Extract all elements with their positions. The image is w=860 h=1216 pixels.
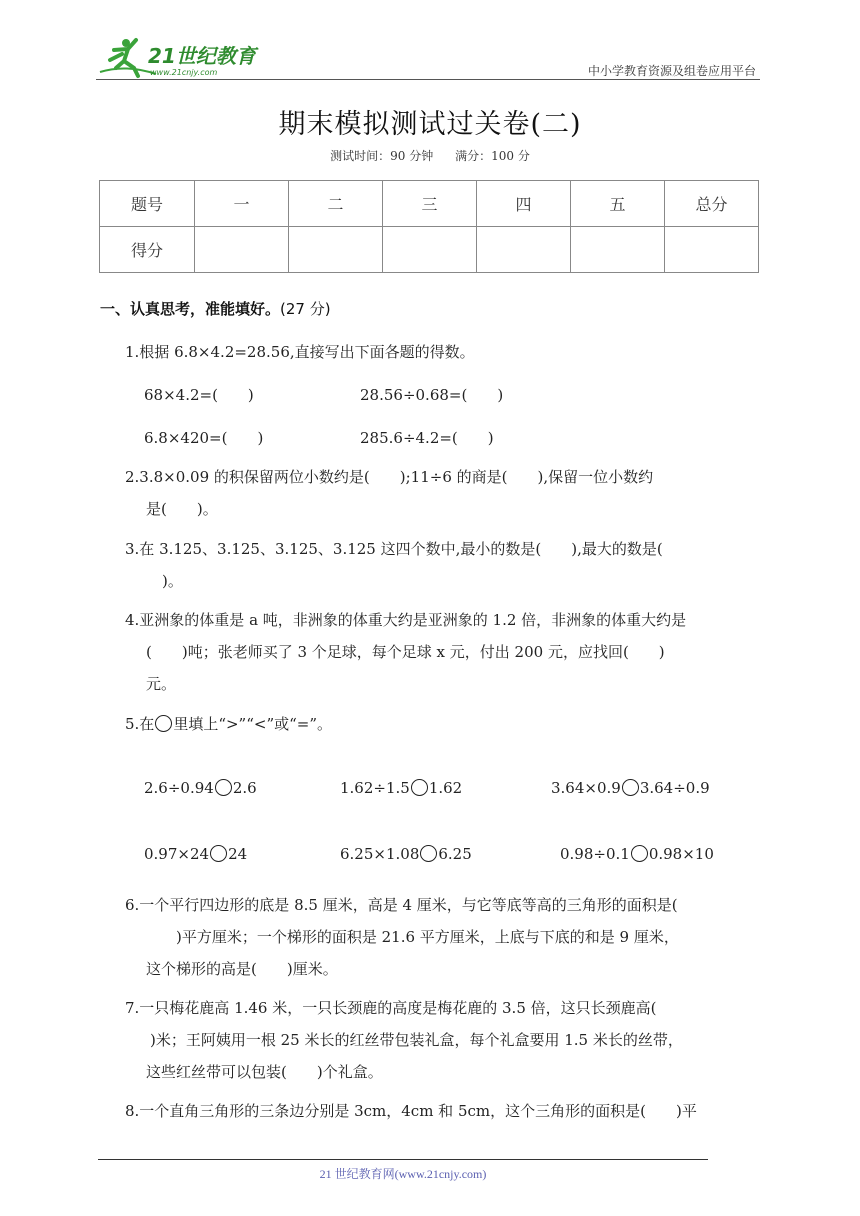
compare-right: 0.98×10 xyxy=(648,845,714,863)
compare-left: 2.6÷0.94 xyxy=(144,779,214,797)
question-1-stem: 1.根据 6.8×4.2=28.56,直接写出下面各题的得数。 xyxy=(125,343,475,361)
question-1a: 68×4.2=( ) xyxy=(144,386,254,404)
compare-item xyxy=(560,845,714,863)
question-7-line1: 7.一只梅花鹿高 1.46 米，一只长颈鹿的高度是梅花鹿的 3.5 倍，这只长颈鹿高( xyxy=(125,999,657,1017)
question-5-stem-a: 5.在 xyxy=(125,715,155,733)
page-title: 期末模拟测试过关卷(二) xyxy=(278,109,582,140)
compare-item xyxy=(340,845,472,863)
compare-item xyxy=(340,779,462,797)
question-7-line2: )米；王阿姨用一根 25 米长的红丝带包装礼盒，每个礼盒要用 1.5 米长的丝带， xyxy=(150,1031,683,1049)
score-input-cell[interactable] xyxy=(665,227,759,273)
score-input-cell[interactable] xyxy=(477,227,571,273)
footer-text: 21 世纪教育网(www.21cnjy.com) xyxy=(319,1167,487,1181)
question-3-line1: 3.在 3.125、3.125、3.125、3.125 这四个数中,最小的数是( ),最大的数是( xyxy=(125,540,663,558)
table-row xyxy=(100,181,759,227)
answer-circle[interactable] xyxy=(420,845,437,862)
table-cell: 五 xyxy=(571,181,665,227)
compare-right: 6.25 xyxy=(438,845,472,863)
table-row xyxy=(100,227,759,273)
score-input-cell[interactable] xyxy=(195,227,289,273)
answer-circle[interactable] xyxy=(210,845,227,862)
table-cell: 三 xyxy=(383,181,477,227)
answer-circle[interactable] xyxy=(622,779,639,796)
table-cell: 总分 xyxy=(665,181,759,227)
question-6-line1: 6.一个平行四边形的底是 8.5 厘米，高是 4 厘米，与它等底等高的三角形的面积是( xyxy=(125,896,678,914)
exam-full-score: 满分：100 分 xyxy=(455,149,530,163)
answer-circle[interactable] xyxy=(411,779,428,796)
question-5-stem-b: 里填上“>”“<”或“=”。 xyxy=(173,715,333,733)
compare-right: 2.6 xyxy=(232,779,257,797)
compare-left: 6.25×1.08 xyxy=(340,845,420,863)
compare-right: 24 xyxy=(228,845,248,863)
question-4-line3: 元。 xyxy=(146,675,177,693)
table-cell: 题号 xyxy=(100,181,195,227)
question-2-line1: 2.3.8×0.09 的积保留两位小数约是( );11÷6 的商是( ),保留一位小数约 xyxy=(125,468,654,486)
site-logo xyxy=(96,34,266,80)
compare-right: 3.64÷0.9 xyxy=(639,779,710,797)
question-7-line3: 这些红丝带可以包装( )个礼盒。 xyxy=(146,1063,383,1081)
compare-left: 0.97×24 xyxy=(144,845,210,863)
svg-text:21世纪教育: 21世纪教育 xyxy=(148,44,256,68)
question-4-line2: ( )吨；张老师买了 3 个足球，每个足球 x 元，付出 200 元，应找回( ) xyxy=(146,643,665,661)
question-1b: 28.56÷0.68=( ) xyxy=(360,386,504,404)
question-1c: 6.8×420=( ) xyxy=(144,429,264,447)
compare-item xyxy=(144,845,247,863)
compare-item xyxy=(551,779,710,797)
question-4-line1: 4.亚洲象的体重是 a 吨，非洲象的体重大约是亚洲象的 1.2 倍，非洲象的体重大约是 xyxy=(125,611,687,629)
platform-name: 中小学教育资源及组卷应用平台 xyxy=(587,64,756,78)
compare-left: 0.98÷0.1 xyxy=(560,845,630,863)
question-6-line3: 这个梯形的高是( )厘米。 xyxy=(146,960,338,978)
table-cell: 得分 xyxy=(100,227,195,273)
header-divider xyxy=(96,79,760,80)
question-5-stem xyxy=(125,713,332,734)
question-6-line2: )平方厘米；一个梯形的面积是 21.6 平方厘米，上底与下底的和是 9 厘米， xyxy=(176,928,679,946)
exam-info xyxy=(0,147,860,164)
section-points: (27 分) xyxy=(280,300,331,318)
score-input-cell[interactable] xyxy=(571,227,665,273)
section-heading xyxy=(100,298,331,319)
table-cell: 四 xyxy=(477,181,571,227)
answer-circle[interactable] xyxy=(631,845,648,862)
question-2-line2: 是( )。 xyxy=(146,500,218,518)
svg-text:www.21cnjy.com: www.21cnjy.com xyxy=(150,68,218,77)
table-cell: 一 xyxy=(195,181,289,227)
compare-right: 1.62 xyxy=(428,779,463,797)
table-cell: 二 xyxy=(289,181,383,227)
answer-circle[interactable] xyxy=(215,779,232,796)
score-input-cell[interactable] xyxy=(289,227,383,273)
question-3-line2: )。 xyxy=(162,572,183,590)
question-8-line1: 8.一个直角三角形的三条边分别是 3cm，4cm 和 5cm，这个三角形的面积是( )平 xyxy=(125,1102,697,1120)
compare-left: 1.62÷1.5 xyxy=(340,779,410,797)
question-1d: 285.6÷4.2=( ) xyxy=(360,429,494,447)
footer-divider xyxy=(98,1159,708,1160)
score-input-cell[interactable] xyxy=(383,227,477,273)
circle-icon xyxy=(155,715,172,732)
compare-left: 3.64×0.9 xyxy=(551,779,621,797)
section-title: 一、认真思考，准能填好。 xyxy=(100,300,281,318)
exam-time: 测试时间：90 分钟 xyxy=(330,149,434,163)
score-table xyxy=(99,180,759,273)
compare-item xyxy=(144,779,257,797)
